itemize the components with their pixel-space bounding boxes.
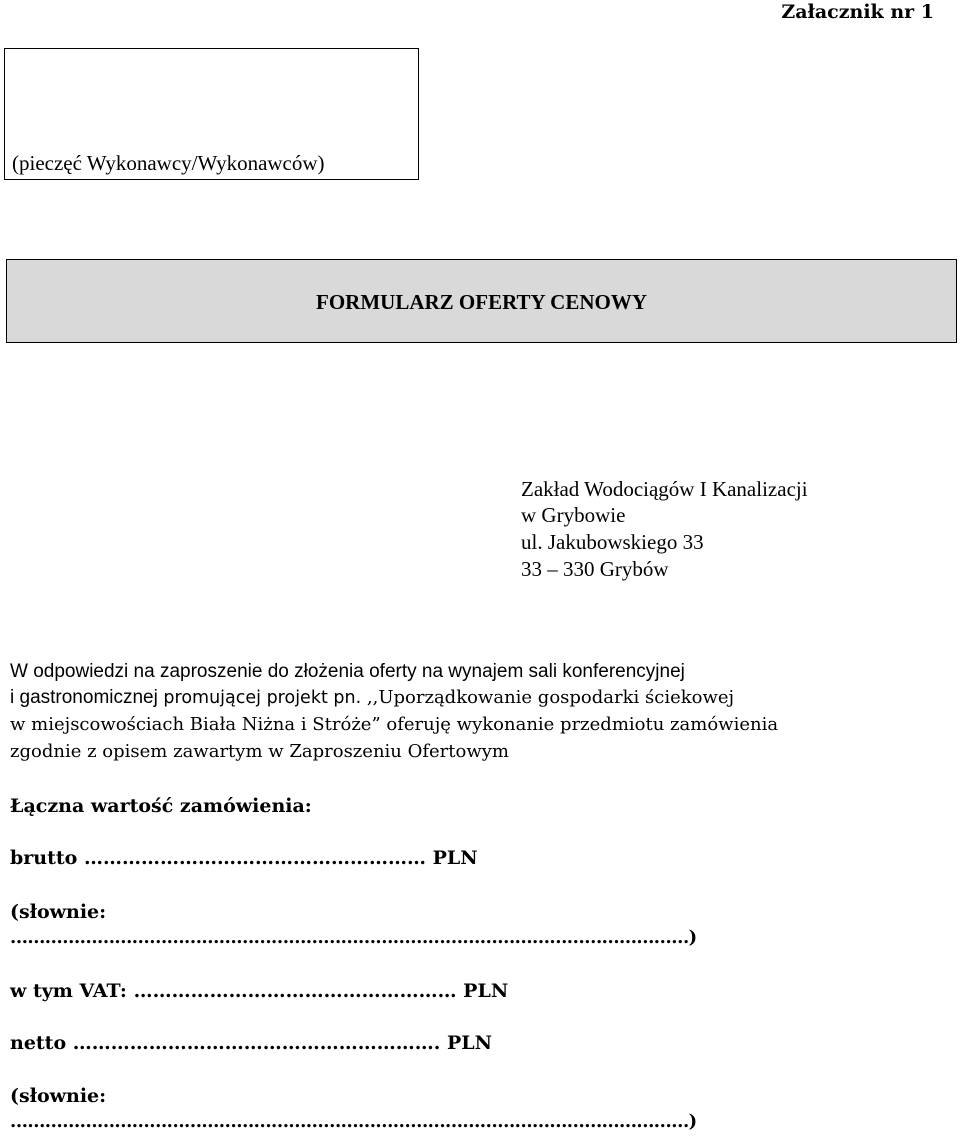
intro-line-3 (10, 712, 778, 738)
recipient-line-4: 33 – 330 Grybów (521, 557, 669, 581)
words-dots-field-1[interactable]: ………………………………………………………………………………………………………) (10, 927, 697, 948)
intro-line-2-b: promującej projekt pn. (157, 688, 362, 708)
words-label-2: (słownie: (10, 1085, 107, 1107)
intro-line-1: W odpowiedzi na zaproszenie do złożenia oferty na wynajem sali konferencyjnej (10, 661, 685, 682)
vat-amount-field[interactable]: w tym VAT: …………………………………………… PLN (10, 980, 509, 1002)
recipient-line-2: w Grybowie (521, 503, 626, 527)
form-title: FORMULARZ OFERTY CENOWY (316, 290, 647, 314)
net-amount-field[interactable]: netto …………………………………………………. PLN (10, 1032, 492, 1054)
gross-amount-field[interactable]: brutto ……………………………………………… PLN (10, 847, 478, 869)
intro-line-2-a: i gastronomicznej (10, 687, 158, 708)
recipient-line-1: Zakład Wodociągów I Kanalizacji (521, 477, 808, 501)
intro-line-3-b: ” oferuję wykonanie przedmiotu zamówienia (371, 714, 779, 735)
intro-line-2-c: ,,Uporządkowanie gospodarki ściekowej (361, 687, 735, 708)
contractor-stamp-box (4, 48, 419, 180)
form-title-box (6, 259, 957, 343)
stamp-label: (pieczęć Wykonawcy/Wykonawców) (12, 151, 325, 175)
intro-line-3-a: w miejscowościach Biała Niżna i Stróże (10, 714, 372, 735)
total-value-label: Łączna wartość zamówienia: (10, 795, 312, 817)
words-dots-field-2[interactable]: ………………………………………………………………………………………………………) (10, 1111, 697, 1132)
intro-line-4: zgodnie z opisem zawartym w Zaproszeniu Ofertowym (10, 741, 509, 762)
recipient-line-3: ul. Jakubowskiego 33 (521, 530, 704, 554)
intro-line-2 (10, 685, 734, 711)
attachment-label: Załacznik nr 1 (781, 1, 934, 23)
words-label-1: (słownie: (10, 901, 107, 923)
